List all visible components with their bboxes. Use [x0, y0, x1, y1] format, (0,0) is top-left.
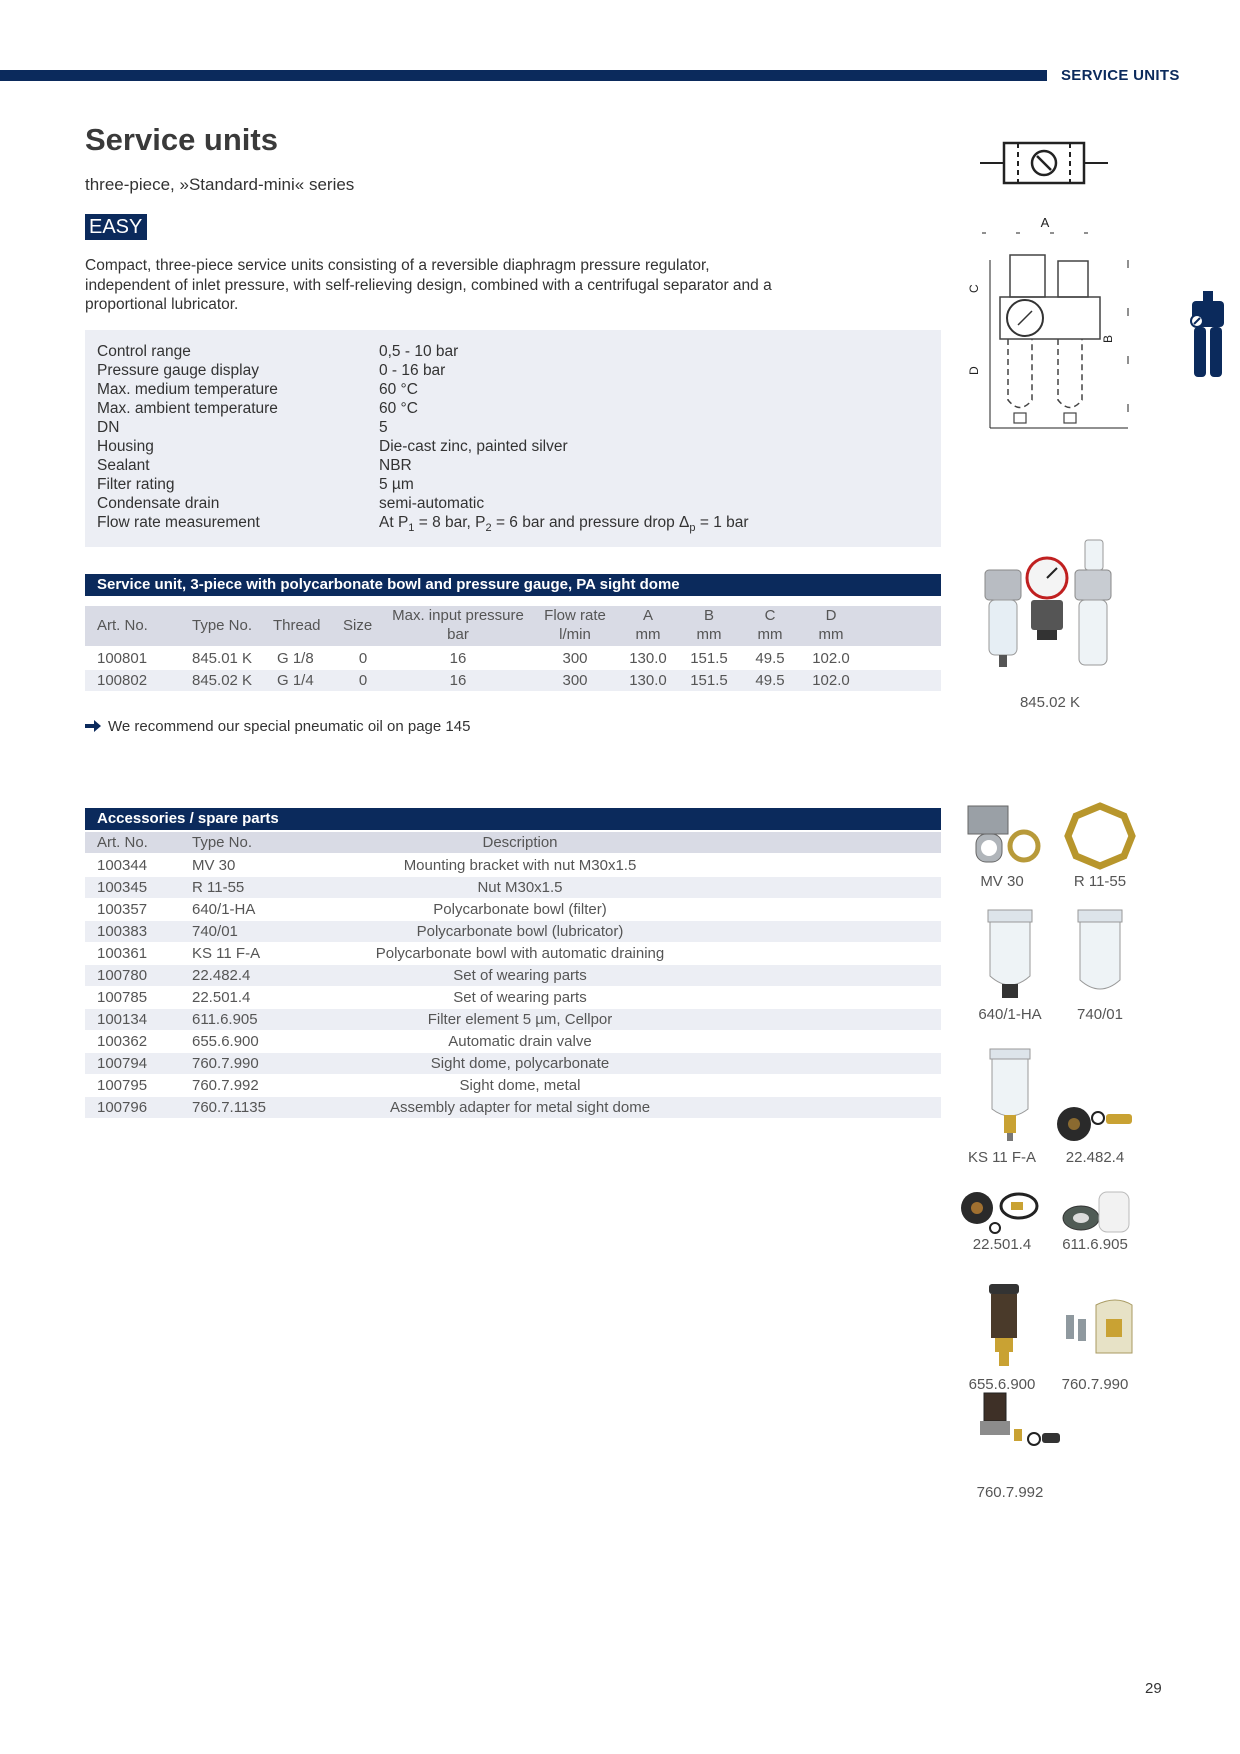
spec-value: semi-automatic [379, 495, 485, 512]
caption-ks11: KS 11 F-A [967, 1149, 1037, 1166]
sight-dome-metal-image [970, 1385, 1070, 1465]
cell-description: Polycarbonate bowl (filter) [433, 901, 607, 918]
cell-description: Sight dome, metal [459, 1077, 581, 1094]
cell-flow: 300 [562, 672, 588, 689]
col-d: D mm [818, 607, 844, 643]
cell-a: 130.0 [629, 672, 667, 689]
spec-label: Sealant [97, 457, 150, 474]
drawing-label-d: D [967, 366, 981, 375]
spec-label: Control range [97, 343, 191, 360]
cell-description: Automatic drain valve [448, 1033, 592, 1050]
spec-value: 5 µm [379, 476, 414, 493]
easy-badge: EASY [85, 214, 146, 240]
col-type-no: Type No. [192, 617, 253, 634]
drawing-label-a: A [1040, 215, 1050, 230]
cell-art-no: 100796 [97, 1099, 148, 1116]
cell-art-no: 100134 [97, 1011, 148, 1028]
table-row [85, 1031, 941, 1053]
page-title: Service units [85, 122, 278, 157]
service-unit-photo [975, 530, 1135, 690]
cell-description: Assembly adapter for metal sight dome [389, 1099, 651, 1116]
cell-art-no: 100780 [97, 967, 148, 984]
cell-description: Sight dome, polycarbonate [430, 1055, 610, 1072]
table-row [85, 1009, 941, 1031]
cell-thread: G 1/4 [277, 672, 314, 689]
cell-art-no: 100345 [97, 879, 148, 896]
cell-b: 151.5 [690, 650, 728, 667]
cell-b: 151.5 [690, 672, 728, 689]
col-flow-rate: Flow rate l/min [544, 607, 606, 643]
spec-value: Die-cast zinc, painted silver [379, 438, 568, 455]
recommendation-note [85, 718, 470, 735]
cell-type-no: 655.6.900 [192, 1033, 259, 1050]
product-caption: 845.02 K [1019, 694, 1081, 711]
caption-mv30: MV 30 [980, 873, 1024, 890]
intro-paragraph: Compact, three-piece service units consisting of a reversible diaphragm pressure regulator, independent of inlet pressure, with self-relieving design, combined with a centrifugal separator and a proportional lubricator. [85, 257, 772, 313]
drain-valve-image [975, 1280, 1035, 1376]
table-row [85, 1075, 941, 1097]
cell-description: Filter element 5 µm, Cellpor [427, 1011, 613, 1028]
cell-type-no: 611.6.905 [192, 1011, 258, 1028]
spec-label: Pressure gauge display [97, 362, 259, 379]
table-row [85, 877, 941, 899]
spec-label: Housing [97, 438, 154, 455]
cell-d: 102.0 [812, 650, 850, 667]
cell-type-no: 740/01 [192, 923, 238, 940]
cell-art-no: 100802 [97, 672, 148, 689]
bowl-640-image [980, 906, 1040, 1002]
spec-label: Max. ambient temperature [97, 400, 278, 417]
specifications-box [85, 330, 941, 547]
spec-label: Condensate drain [97, 495, 220, 512]
cell-type-no: MV 30 [192, 857, 236, 874]
cell-art-no: 100785 [97, 989, 148, 1006]
cell-description: Set of wearing parts [453, 989, 587, 1006]
cell-type-no: 22.482.4 [192, 967, 251, 984]
accessories-title: Accessories / spare parts [85, 808, 941, 830]
drawing-label-b: B [1101, 334, 1115, 343]
table-row [85, 921, 941, 943]
wearing-parts-22501-image [955, 1188, 1055, 1238]
cell-type-no: 640/1-HA [192, 901, 256, 918]
product-table-title: Service unit, 3-piece with polycarbonate bowl and pressure gauge, PA sight dome [85, 574, 941, 596]
cell-flow: 300 [562, 650, 588, 667]
arrow-right-icon [85, 719, 102, 733]
cell-type-no: 845.01 K [192, 650, 253, 667]
cell-c: 49.5 [755, 650, 785, 667]
table-row [85, 1097, 941, 1119]
cell-description: Polycarbonate bowl (lubricator) [416, 923, 624, 940]
cell-description: Nut M30x1.5 [477, 879, 563, 896]
r1155-image [1060, 800, 1140, 870]
table-row [85, 943, 941, 965]
cell-size: 0 [358, 672, 368, 689]
cell-art-no: 100357 [97, 901, 148, 918]
service-unit-side-icon [1190, 285, 1226, 383]
cell-type-no: 760.7.1135 [192, 1099, 266, 1116]
spec-label: Filter rating [97, 476, 175, 493]
cell-type-no: 22.501.4 [192, 989, 251, 1006]
cell-d: 102.0 [812, 672, 850, 689]
caption-22501: 22.501.4 [972, 1236, 1032, 1253]
table-row [85, 648, 941, 669]
col-description: Description [482, 834, 558, 851]
table-row [85, 670, 941, 691]
header-bar [0, 70, 1047, 81]
spec-value: NBR [379, 457, 412, 474]
accessories-header [85, 832, 941, 854]
caption-740: 740/01 [1077, 1006, 1123, 1023]
cell-type-no: 760.7.992 [192, 1077, 259, 1094]
spec-label: DN [97, 419, 120, 436]
recommendation-text[interactable]: We recommend our special pneumatic oil on page 145 [108, 718, 471, 735]
cell-thread: G 1/8 [277, 650, 314, 667]
col-size: Size [343, 617, 373, 634]
sight-dome-pc-image [1060, 1295, 1140, 1375]
cell-description: Mounting bracket with nut M30x1.5 [403, 857, 637, 874]
mv30-image [960, 800, 1050, 870]
spec-value: At $P_1 = 8$ bar, $P_2 = 6$ bar and pressure drop $\Delta_p = 1$ bar [379, 514, 749, 535]
cell-art-no: 100344 [97, 857, 148, 874]
cell-max-input: 16 [449, 672, 467, 689]
cell-type-no: 760.7.990 [192, 1055, 259, 1072]
cell-art-no: 100794 [97, 1055, 148, 1072]
col-b: B mm [696, 607, 722, 643]
service-unit-symbol-icon [980, 140, 1120, 185]
cell-art-no: 100362 [97, 1033, 148, 1050]
col-c: C mm [757, 607, 783, 643]
col-art-no: Art. No. [97, 834, 148, 851]
caption-r1155: R 11-55 [1073, 873, 1127, 890]
table-row [85, 987, 941, 1009]
spec-value: 60 °C [379, 381, 418, 398]
col-a: A mm [635, 607, 661, 643]
product-table-header [85, 606, 941, 646]
cell-art-no: 100383 [97, 923, 148, 940]
cell-c: 49.5 [755, 672, 785, 689]
caption-760-992: 760.7.992 [976, 1484, 1044, 1501]
col-art-no: Art. No. [97, 617, 148, 634]
spec-value: 60 °C [379, 400, 418, 417]
cell-type-no: 845.02 K [192, 672, 253, 689]
page-subtitle: three-piece, »Standard-mini« series [85, 175, 355, 194]
cell-type-no: KS 11 F-A [192, 945, 261, 962]
cell-size: 0 [358, 650, 368, 667]
table-row [85, 855, 941, 877]
caption-655: 655.6.900 [968, 1376, 1036, 1393]
spec-label: Flow rate measurement [97, 514, 260, 531]
cell-art-no: 100801 [97, 650, 148, 667]
table-row [85, 965, 941, 987]
caption-22482: 22.482.4 [1065, 1149, 1125, 1166]
drawing-label-c: C [967, 284, 981, 293]
caption-611: 611.6.905 [1062, 1236, 1128, 1253]
ks11-image [980, 1045, 1040, 1145]
section-label: SERVICE UNITS [1061, 67, 1180, 84]
spec-label: Max. medium temperature [97, 381, 278, 398]
wearing-parts-22482-image [1050, 1100, 1140, 1145]
caption-760-990: 760.7.990 [1061, 1376, 1129, 1393]
col-type-no: Type No. [192, 834, 253, 851]
filter-element-image [1055, 1188, 1135, 1238]
cell-art-no: 100795 [97, 1077, 148, 1094]
cell-description: Polycarbonate bowl with automatic draining [375, 945, 665, 962]
bowl-740-image [1070, 906, 1130, 1002]
spec-value: 0 - 16 bar [379, 362, 446, 379]
spec-value: 0,5 - 10 bar [379, 343, 459, 360]
cell-a: 130.0 [629, 650, 667, 667]
cell-description: Set of wearing parts [453, 967, 587, 984]
table-row [85, 1053, 941, 1075]
col-thread: Thread [273, 617, 321, 634]
easy-badge-bar [145, 214, 147, 240]
cell-max-input: 16 [449, 650, 467, 667]
table-row [85, 899, 941, 921]
col-max-input: Max. input pressure bar [392, 607, 524, 643]
cell-art-no: 100361 [97, 945, 148, 962]
cell-type-no: R 11-55 [192, 879, 245, 896]
page-number: 29 [1145, 1680, 1162, 1697]
caption-640: 640/1-HA [978, 1006, 1042, 1023]
dimension-drawing [960, 215, 1140, 440]
spec-value: 5 [379, 419, 388, 436]
